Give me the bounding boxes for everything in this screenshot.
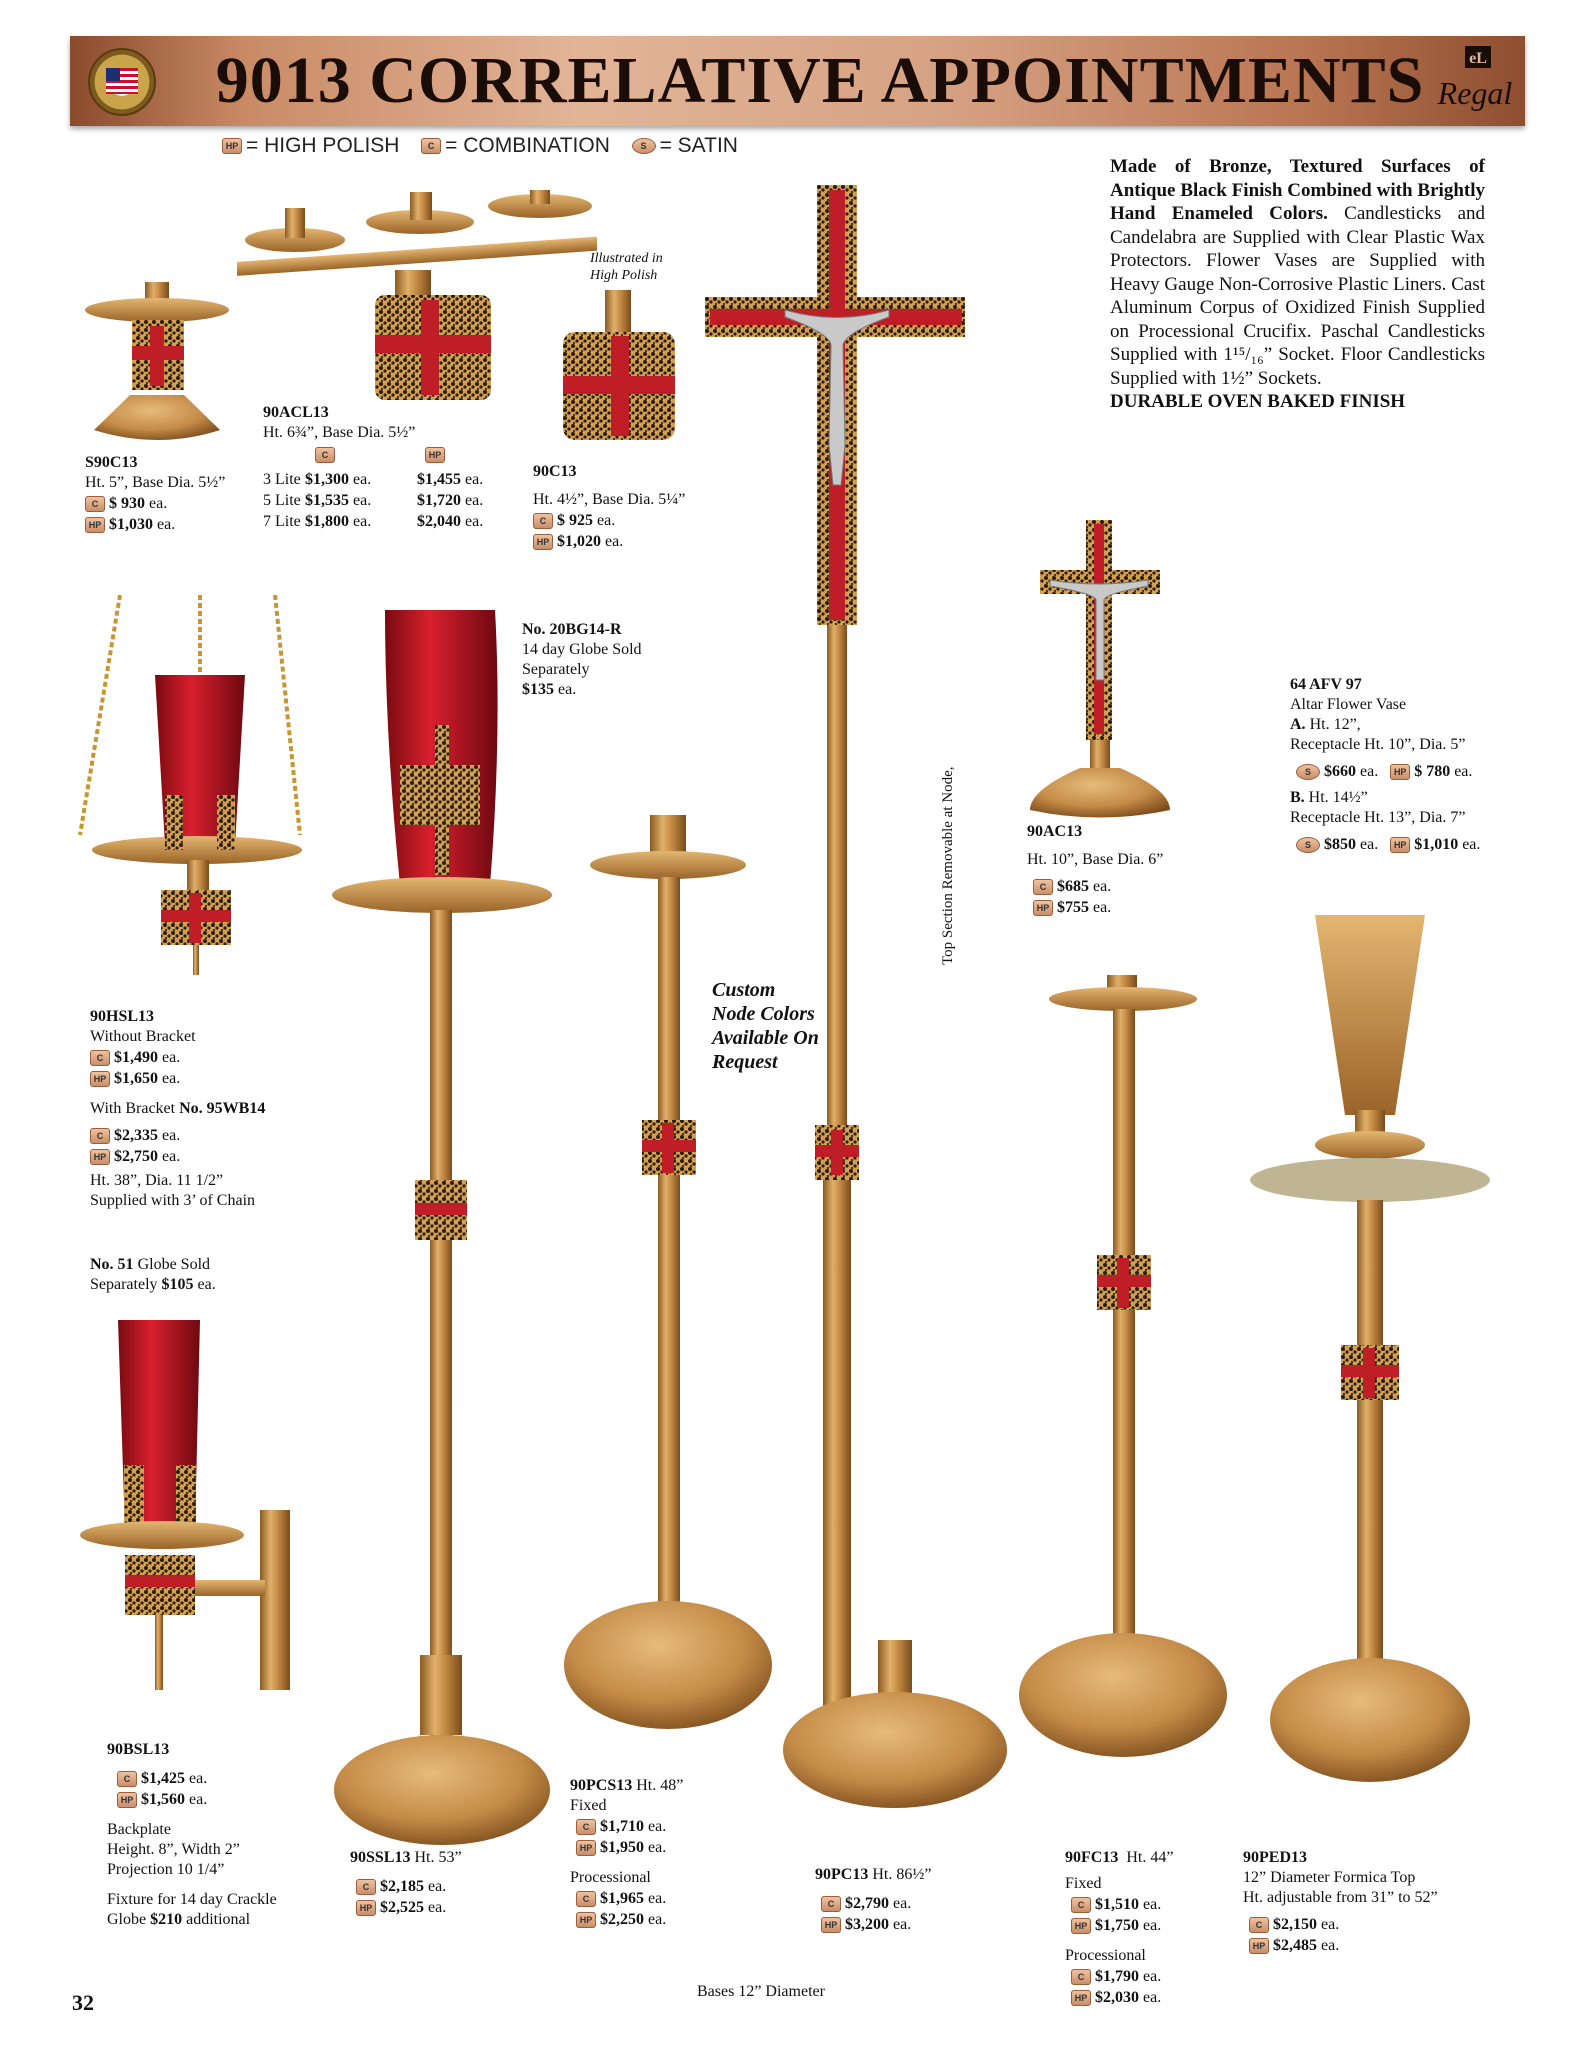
header-banner bbox=[70, 36, 1525, 126]
s90c13-hp-price: HP $1,030 ea. bbox=[85, 514, 225, 535]
c-badge-icon: C bbox=[90, 1128, 110, 1144]
90pc13-base-image bbox=[780, 1640, 1010, 1810]
hp-badge-icon: HP bbox=[425, 447, 445, 463]
95wb14-c-price: C $2,335 ea. bbox=[90, 1125, 350, 1146]
90hsl13-hanging-lamp-image bbox=[75, 595, 305, 980]
90pcs13-c-price: C $1,710 ea. bbox=[570, 1816, 683, 1837]
90pcs13-paschal-candlestick-image bbox=[560, 815, 780, 1735]
c-badge-icon: C bbox=[1071, 1969, 1091, 1985]
90fc13-processional-hp-price: HP $2,030 ea. bbox=[1065, 1987, 1173, 2008]
c-badge-icon: C bbox=[1249, 1917, 1269, 1933]
custom-node-colors-note: Custom Node Colors Available On Request bbox=[712, 979, 819, 1073]
s90c13-candlestick-image bbox=[80, 280, 240, 450]
hp-badge-icon: HP bbox=[576, 1912, 596, 1928]
globe-51-details: No. 51 Globe Sold Separately $105 ea. bbox=[90, 1256, 216, 1293]
c-badge-icon: C bbox=[1033, 879, 1053, 895]
90c13-hp-price: HP $1,020 ea. bbox=[533, 531, 685, 552]
90bsl13-details: 90BSL13 C $1,425 ea. HP $1,560 ea. Backplate Height. 8”, Width 2” Projection 10 1/4” Fixture for 14 day Crackle Globe $210 additional bbox=[107, 1740, 337, 1930]
hp-badge-icon: HP bbox=[533, 534, 553, 550]
90acl13-row: 3 Lite $1,300 ea. $1,455 ea. bbox=[263, 471, 484, 488]
90acl13-candelabra-image bbox=[235, 190, 605, 405]
90fc13-processional-c-price: C $1,790 ea. bbox=[1065, 1966, 1173, 1987]
hp-badge-icon: HP bbox=[1071, 1918, 1091, 1934]
90fc13-hp-price: HP $1,750 ea. bbox=[1065, 1915, 1173, 1936]
64afv97-details: 64 AFV 97 Altar Flower Vase A. Ht. 12”, Receptacle Ht. 10”, Dia. 5” S $660 ea. HP $ 780 ea. B. Ht. 14½” Receptacle Ht. 13”, Dia. 7” S $850 ea. HP $1,010 ea. bbox=[1290, 675, 1550, 855]
hp-badge-icon: HP bbox=[117, 1792, 137, 1808]
90ped13-pedestal-image bbox=[1245, 915, 1495, 1785]
90pc13-hp-price: HP $3,200 ea. bbox=[815, 1914, 931, 1935]
90fc13-floor-candlestick-image bbox=[1015, 975, 1235, 1775]
c-badge-icon: C bbox=[821, 1896, 841, 1912]
95wb14-hp-price: HP $2,750 ea. bbox=[90, 1146, 350, 1167]
s90c13-details: S90C13 Ht. 5”, Base Dia. 5½” C $ 930 ea. HP $1,030 ea. bbox=[85, 454, 226, 533]
bases-note: Bases 12” Diameter bbox=[697, 1983, 825, 2000]
90ac13-altar-crucifix-image bbox=[1020, 520, 1180, 820]
illustrated-note: Illustrated in High Polish bbox=[590, 251, 663, 283]
c-badge-icon: C bbox=[576, 1891, 596, 1907]
c-badge-icon: C bbox=[315, 447, 335, 463]
hp-badge-icon: HP bbox=[821, 1917, 841, 1933]
c-badge-icon: C bbox=[576, 1819, 596, 1835]
90ped13-details: 90PED13 12” Diameter Formica Top Ht. adjustable from 31” to 52” C $2,150 ea. HP $2,485 ea. bbox=[1243, 1848, 1563, 1956]
hp-badge-icon: HP bbox=[90, 1149, 110, 1165]
c-badge-icon: C bbox=[1071, 1897, 1091, 1913]
90bsl13-bracket-lamp-image bbox=[80, 1310, 300, 1695]
90c13-c-price: C $ 925 ea. bbox=[533, 510, 685, 531]
90acl13-row: 5 Lite $1,535 ea. $1,720 ea. bbox=[263, 492, 484, 509]
s-badge-icon: S bbox=[1296, 764, 1320, 780]
hp-badge-icon: HP bbox=[356, 1900, 376, 1916]
90c13-details: 90C13 Ht. 4½”, Base Dia. 5¼” C $ 925 ea. HP $1,020 ea. bbox=[533, 463, 686, 550]
90pc13-c-price: C $2,790 ea. bbox=[815, 1893, 931, 1914]
90ssl13-hp-price: HP $2,525 ea. bbox=[350, 1897, 462, 1918]
90acl13-price-badges bbox=[263, 443, 523, 469]
hp-badge-icon: HP bbox=[90, 1071, 110, 1087]
hp-badge-icon: HP bbox=[1390, 764, 1410, 780]
page-title: 9013 CORRELATIVE APPOINTMENTS bbox=[215, 44, 1425, 117]
90hsl13-details: 90HSL13 Without Bracket C $1,490 ea. HP $1,650 ea. With Bracket No. 95WB14 C $2,335 ea. HP $2,750 ea. Ht. 38”, Dia. 11 1/2” Supplied with 3’ of Chain bbox=[90, 1007, 350, 1211]
hp-badge-icon: HP bbox=[222, 138, 242, 154]
flag-icon bbox=[106, 68, 138, 94]
90acl13-row: 7 Lite $1,800 ea. $2,040 ea. bbox=[263, 513, 484, 530]
s90c13-c-price: C $ 930 ea. bbox=[85, 493, 225, 514]
90bsl13-hp-price: HP $1,560 ea. bbox=[107, 1789, 337, 1810]
c-badge-icon: C bbox=[533, 513, 553, 529]
svg-text:eL: eL bbox=[1469, 50, 1487, 67]
hp-badge-icon: HP bbox=[576, 1840, 596, 1856]
hp-badge-icon: HP bbox=[85, 517, 105, 533]
hp-badge-icon: HP bbox=[1071, 1990, 1091, 2006]
90pcs13-hp-price: HP $1,950 ea. bbox=[570, 1837, 683, 1858]
c-badge-icon: C bbox=[356, 1879, 376, 1895]
s-badge-icon: S bbox=[632, 138, 656, 154]
90ped13-c-price: C $2,150 ea. bbox=[1243, 1914, 1563, 1935]
90ped13-hp-price: HP $2,485 ea. bbox=[1243, 1935, 1563, 1956]
90ssl13-floor-sanctuary-lamp-image bbox=[330, 605, 570, 1845]
finish-legend: HP = HIGH POLISH C = COMBINATION S = SATIN bbox=[222, 134, 738, 158]
page-number: 32 bbox=[72, 1990, 94, 2015]
s-badge-icon: S bbox=[1296, 837, 1320, 853]
globe-20bg14r-details: No. 20BG14-R 14 day Globe Sold Separately $135 ea. bbox=[522, 621, 642, 698]
90hsl13-hp-price: HP $1,650 ea. bbox=[90, 1068, 350, 1089]
90hsl13-c-price: C $1,490 ea. bbox=[90, 1047, 350, 1068]
90fc13-c-price: C $1,510 ea. bbox=[1065, 1894, 1173, 1915]
hp-badge-icon: HP bbox=[1249, 1938, 1269, 1954]
hp-badge-icon: HP bbox=[1390, 837, 1410, 853]
c-badge-icon: C bbox=[117, 1771, 137, 1787]
64afv97-a-prices: S $660 ea. HP $ 780 ea. bbox=[1290, 761, 1550, 782]
c-badge-icon: C bbox=[90, 1050, 110, 1066]
made-in-usa-seal-icon bbox=[88, 48, 156, 116]
90bsl13-c-price: C $1,425 ea. bbox=[107, 1768, 337, 1789]
90pcs13-processional-c-price: C $1,965 ea. bbox=[570, 1888, 683, 1909]
90fc13-details: 90FC13 Ht. 44” Fixed C $1,510 ea. HP $1,750 ea. Processional C $1,790 ea. HP $2,030 ea. bbox=[1065, 1849, 1174, 2006]
hp-badge-icon: HP bbox=[1033, 900, 1053, 916]
64afv97-b-prices: S $850 ea. HP $1,010 ea. bbox=[1290, 834, 1550, 855]
90ac13-c-price: C $685 ea. bbox=[1027, 876, 1163, 897]
90ssl13-c-price: C $2,185 ea. bbox=[350, 1876, 462, 1897]
product-description: Made of Bronze, Textured Surfaces of Antique Black Finish Combined with Brightly Hand Enameled Colors. Candlesticks and Candelabra are Supplied with Clear Plastic Wax Protectors. Flower Vases are Supplied with Heavy Gauge Non-Corrosive Plastic Liners. Cast Aluminum Corpus of Oxidized Finish Supplied on Processional Crucifix. Paschal Candlesticks Supplied with 1¹⁵/₁₆” Socket. Floor Candlesticks Supplied with 1½” Sockets. DURABLE OVEN BAKED FINISH bbox=[1110, 156, 1485, 412]
regal-logo bbox=[1435, 44, 1515, 118]
90pc13-details: 90PC13 Ht. 86½” C $2,790 ea. HP $3,200 ea. bbox=[815, 1866, 932, 1933]
90ac13-details: 90AC13 Ht. 10”, Base Dia. 6” C $685 ea. HP $755 ea. bbox=[1027, 823, 1164, 916]
90c13-candlestick-image bbox=[555, 288, 685, 443]
svg-text:Regal: Regal bbox=[1437, 75, 1513, 111]
c-badge-icon: C bbox=[85, 496, 105, 512]
top-section-note: Top Section Removable at Node, bbox=[940, 766, 956, 965]
c-badge-icon: C bbox=[421, 138, 441, 154]
90pcs13-details: 90PCS13 Ht. 48” Fixed C $1,710 ea. HP $1,950 ea. Processional C $1,965 ea. HP $2,250 ea. bbox=[570, 1777, 684, 1928]
90ac13-hp-price: HP $755 ea. bbox=[1027, 897, 1163, 918]
90pcs13-processional-hp-price: HP $2,250 ea. bbox=[570, 1909, 683, 1930]
90acl13-details: 90ACL13 Ht. 6¾”, Base Dia. 5½” C HP 3 Lite $1,300 ea. $1,455 ea. 5 Lite $1,535 ea. $1,720 ea. 7 Lite $1,800 ea. $2,040 ea. bbox=[263, 403, 523, 532]
90ssl13-details: 90SSL13 Ht. 53” C $2,185 ea. HP $2,525 ea. bbox=[350, 1849, 462, 1916]
